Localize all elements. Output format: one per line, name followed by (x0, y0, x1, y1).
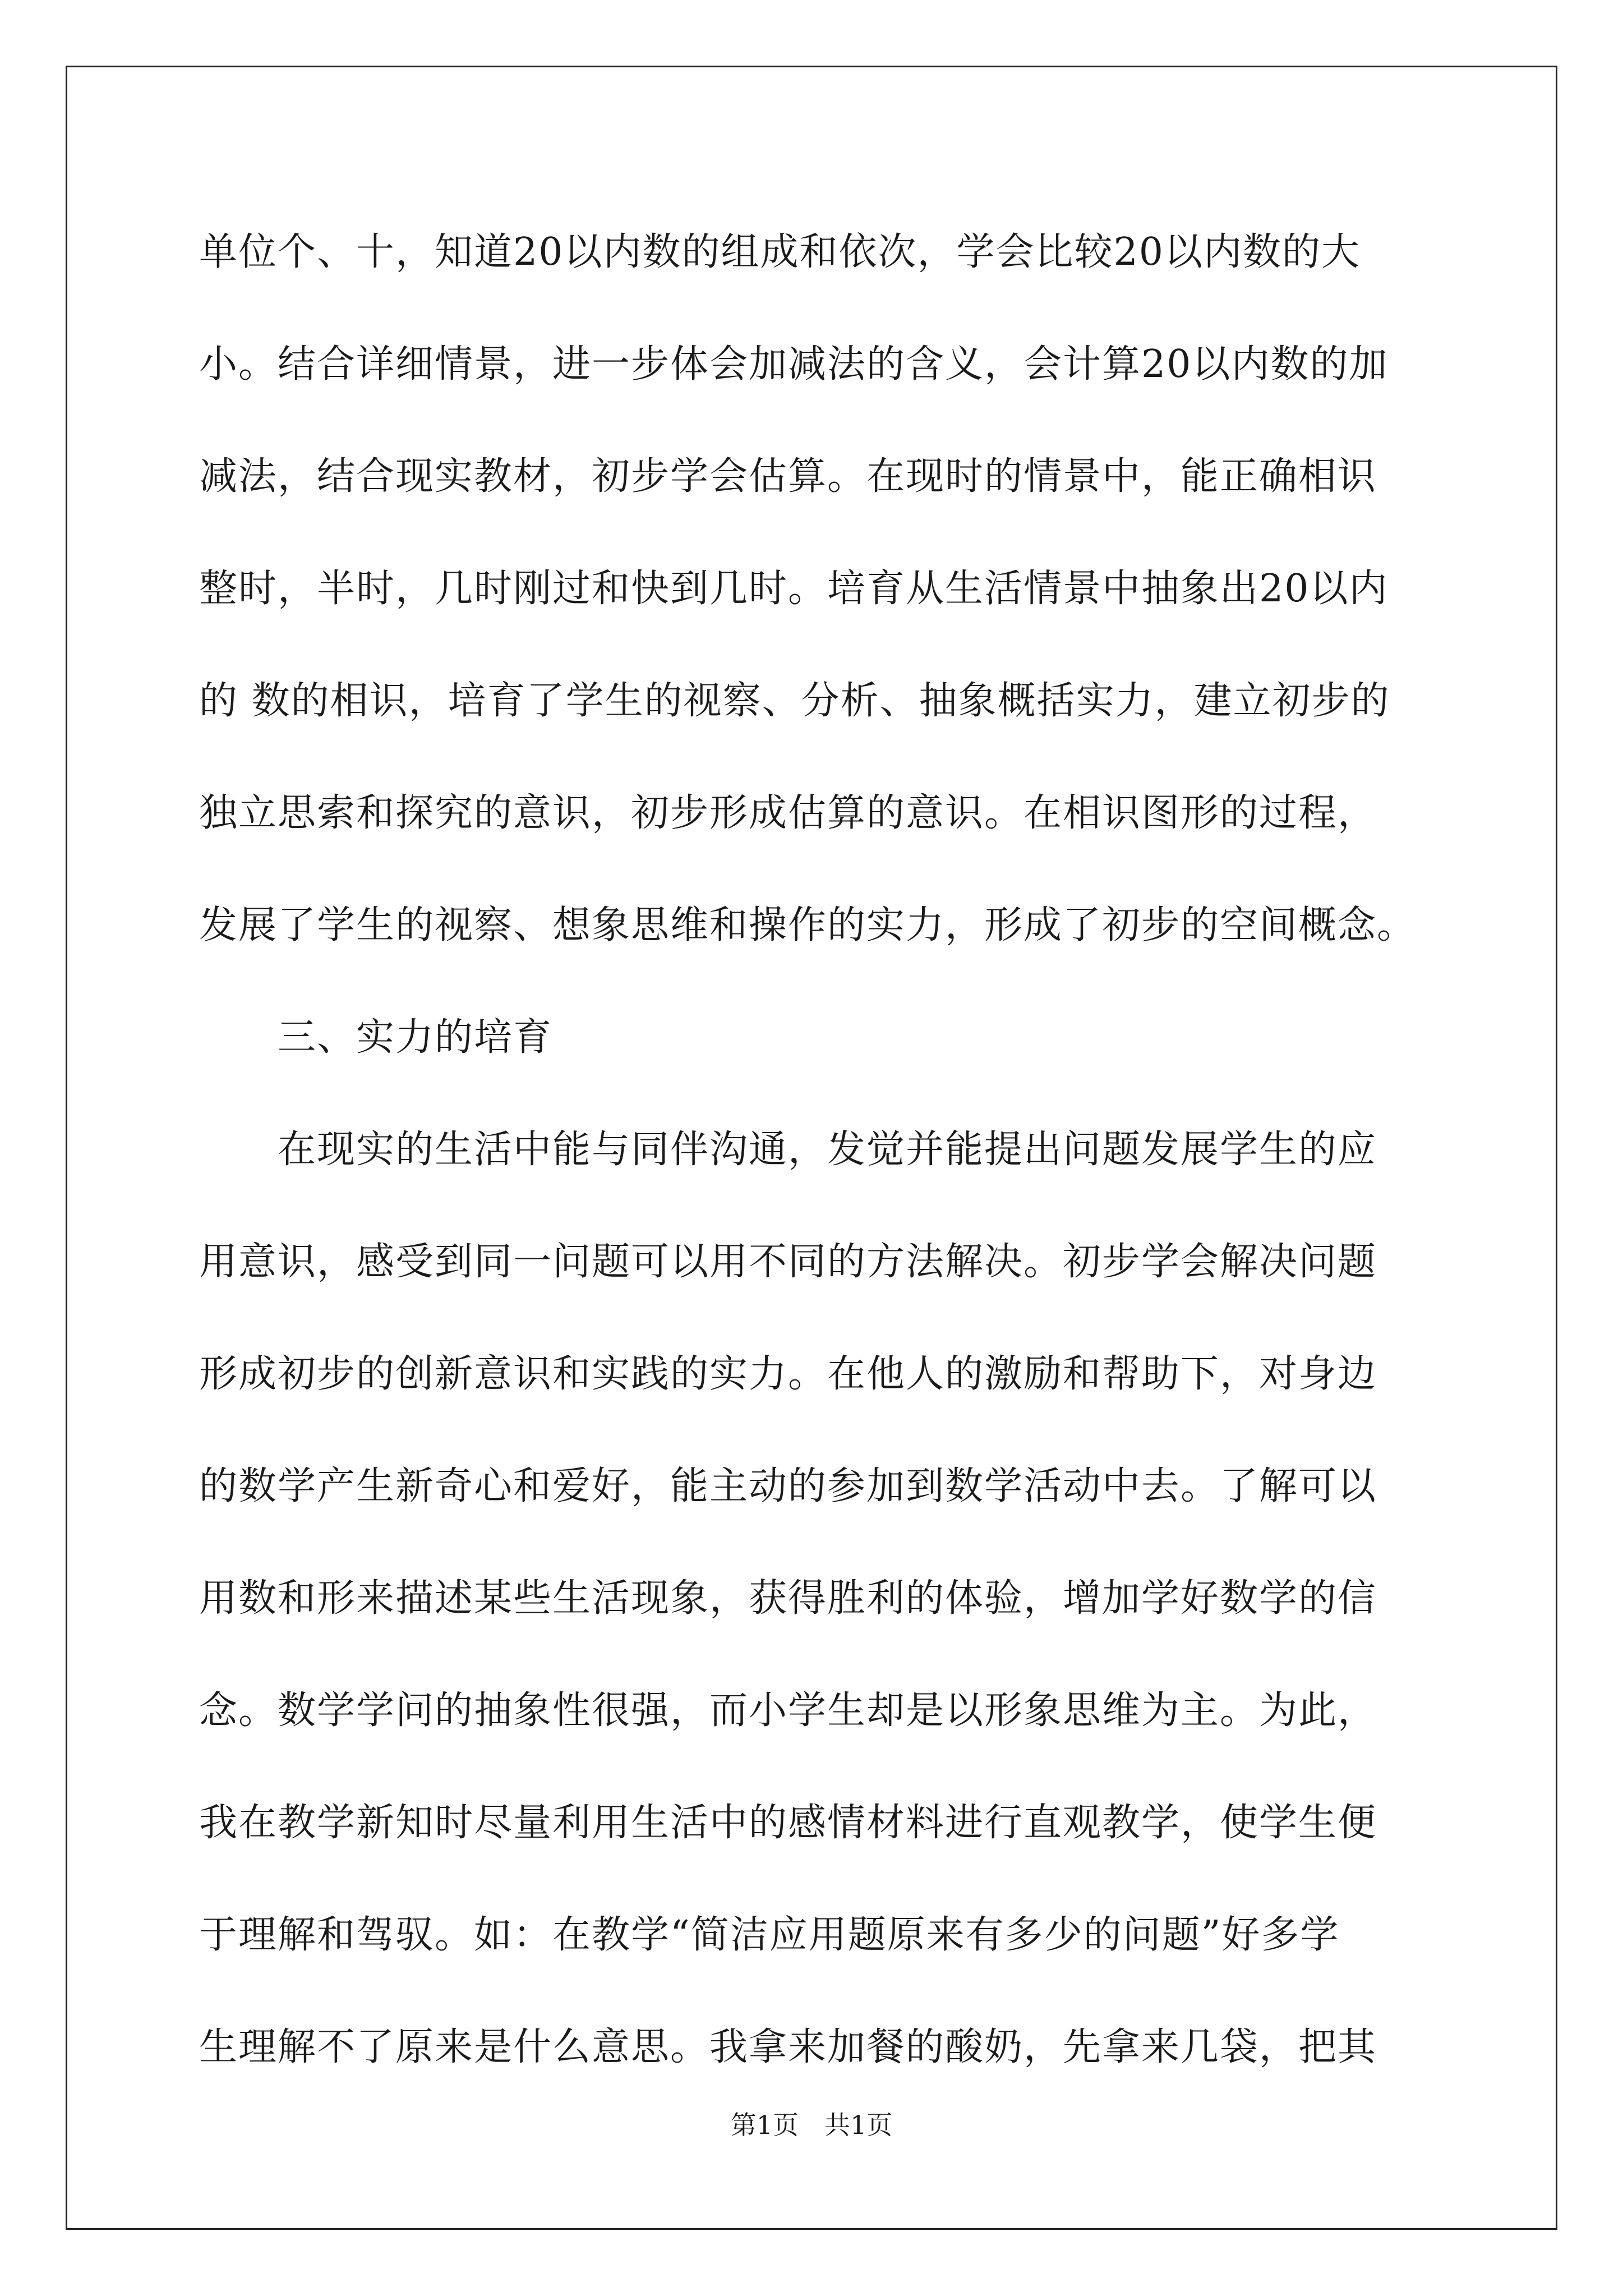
body-line-16: 于理解和驾驭。如：在教学“简洁应用题原来有多少的问题”好多学 (199, 1913, 1340, 1957)
body-line-12: 的数学产生新奇心和爱好，能主动的参加到数学活动中去。了解可以 (199, 1464, 1377, 1508)
body-line-11: 形成初步的创新意识和实践的实力。在他人的激励和帮助下，对身边 (199, 1352, 1377, 1396)
body-line-13: 用数和形来描述某些生活现象，获得胜利的体验，增加学好数学的信 (199, 1576, 1377, 1621)
body-line-14: 念。数学学问的抽象性很强，而小学生却是以形象思维为主。为此， (199, 1688, 1377, 1733)
body-line-15: 我在教学新知时尽量利用生活中的感情材料进行直观教学，使学生便 (199, 1801, 1377, 1845)
body-line-2: 小。结合详细情景，进一步体会加减法的含义，会计算20以内数的加 (199, 342, 1389, 386)
body-line-7: 发展了学生的视察、想象思维和操作的实力，形成了初步的空间概念。 (199, 903, 1417, 947)
section-heading: 三、实力的培育 (199, 1015, 553, 1060)
body-line-4: 整时，半时，几时刚过和快到几时。培育从生活情景中抽象出20以内 (199, 567, 1389, 611)
page-number-footer: 第1页 共1页 (730, 2110, 893, 2140)
document-body (199, 219, 1433, 2126)
body-line-6: 独立思索和探究的意识，初步形成估算的意识。在相识图形的过程， (199, 791, 1377, 835)
body-line-1: 单位个、十，知道20以内数的组成和依次，学会比较20以内数的大 (199, 230, 1361, 274)
body-line-17: 生理解不了原来是什么意思。我拿来加餐的酸奶，先拿来几袋，把其 (199, 2025, 1377, 2069)
body-line-9: 在现实的生活中能与同伴沟通，发觉并能提出问题发展学生的应 (199, 1128, 1377, 1172)
body-line-10: 用意识，感受到同一问题可以用不同的方法解决。初步学会解决问题 (199, 1240, 1377, 1284)
body-line-3: 减法，结合现实教材，初步学会估算。在现时的情景中，能正确相识 (199, 454, 1377, 499)
body-line-5: 的 数的相识，培育了学生的视察、分析、抽象概括实力，建立初步的 (199, 679, 1390, 723)
